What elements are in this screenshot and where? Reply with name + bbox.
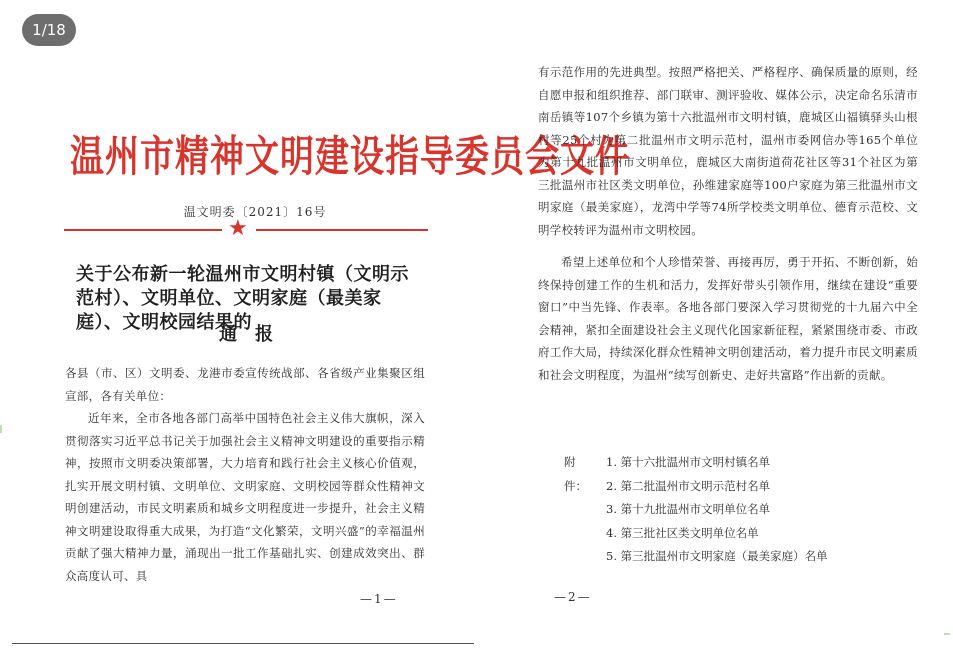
page-number: —2— [554,590,592,604]
red-header-title: 温州市精神文明建设指导委员会文件 [70,132,630,182]
page2-body [538,61,918,241]
attachments-label: 附件： [564,455,587,493]
page2-hope [538,251,918,386]
body-continuation: 有示范作用的先进典型。按照严格把关、严格程序、确保质量的原则，经自愿申报和组织推荐、部门联审、测评验收、媒体公示，决定命名乐清市南岳镇等107个乡镇为第十六批温州市文明村镇，鹿城区山福镇驿头山根村等25个村为第二批温州市文明示范村，温州市委网信办等165个单位为第十九批温州市文明单位，鹿城区大南街道荷花社区等31个社区为第三批温州市社区类文明单位，孙维建家庭等100户家庭为第三批温州市文明家庭（最美家庭），龙湾中学等74所学校类文明单位、德育示范校、文明学校转评为温州市文明校园。 [538,65,918,237]
attachment-item: 1. 第十六批温州市文明村镇名单 [606,455,771,469]
body-paragraph: 近年来，全市各地各部门高举中国特色社会主义伟大旗帜，深入贯彻落实习近平总书记关于加强社会主义精神文明建设的重要指示精神，按照市文明委决策部署，大力培育和践行社会主义核心价值观，扎实开展文明村镇、文明单位、文明家庭、文明校园等群众性精神文明创建活动，市民文明素质和城乡文明程度进一步提升，社会主义精神文明建设取得重大成果，为打造“文化繁荣，文明兴盛”的幸福温州贡献了强大精神力量，涌现出一批工作基础扎实、创建成效突出、群众高度认可、具 [65,411,425,583]
page-counter: 1/18 [22,14,76,46]
red-divider-left [64,229,222,231]
scan-edge-mark [944,633,950,635]
notice-title: 关于公布新一轮温州市文明村镇（文明示范村）、文明单位、文明家庭（最美家庭）、文明校园结果的 [76,264,409,333]
document-page-2 [538,0,933,655]
page1-body [65,362,425,587]
notice-subtitle: 通报 [219,324,291,345]
attachment-item: 4. 第三批社区类文明单位名单 [606,525,759,540]
addressees: 各县（市、区）文明委、龙港市委宣传统战部、各省级产业集聚区组宣部，各有关单位： [65,366,425,403]
red-star-icon: ★ [228,216,248,241]
scan-edge-mark [0,425,2,433]
attachments-list [606,451,828,569]
page-edge-line [12,643,474,644]
attachment-item: 5. 第三批温州市文明家庭（最美家庭）名单 [606,549,828,563]
attachment-item: 2. 第二批温州市文明示范村名单 [606,478,771,493]
attachment-item: 3. 第十九批温州市文明单位名单 [606,502,771,516]
document-number: 温文明委〔2021〕16号 [183,205,327,219]
hope-paragraph: 希望上述单位和个人珍惜荣誉、再接再厉，勇于开拓、不断创新，始终保持创建工作的生机和活力，发挥好带头引领作用，继续在建设“重要窗口”中当先锋、作表率。各地各部门要深入学习贯彻党的十九届六中全会精神，紧扣全面建设社会主义现代化国家新征程，紧紧围绕市委、市政府工作大局，持续深化群众性精神文明创建活动，着力提升市民文明素质和社会文明程度，为温州“续写创新史、走好共富路”作出新的贡献。 [538,255,918,382]
red-divider-right [256,229,428,231]
page-number: —1— [360,592,398,606]
